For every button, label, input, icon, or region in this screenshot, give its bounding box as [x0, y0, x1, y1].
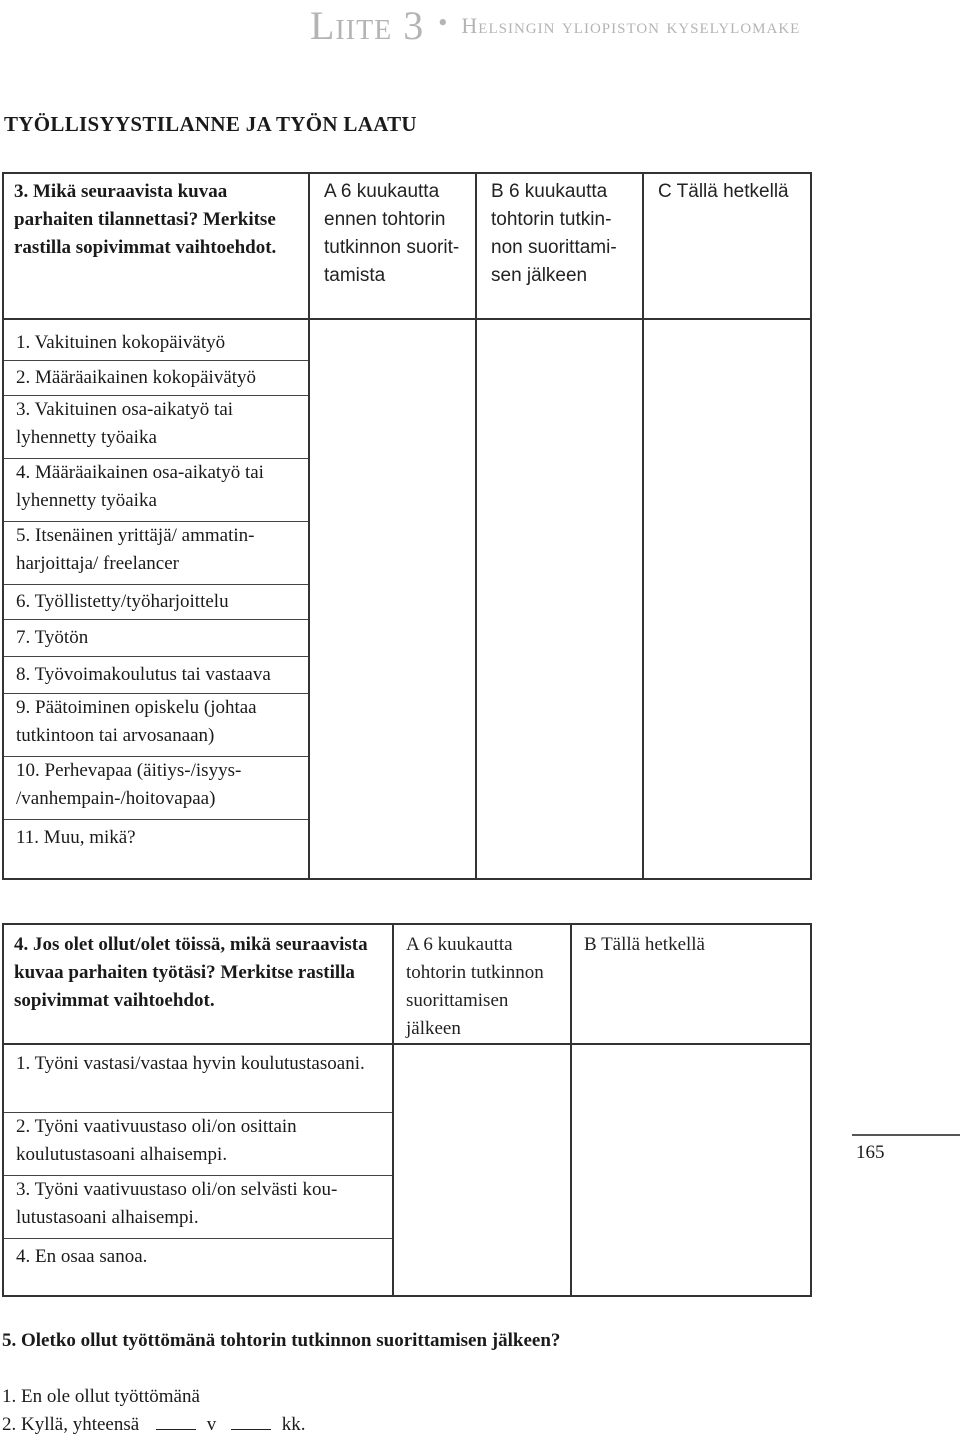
q4-answer-column-b[interactable] — [571, 1044, 811, 1296]
q4-options-cell — [3, 1044, 393, 1296]
q3-option-3: 3. Vakituinen osa-aikatyö tai lyhennetty työaika — [4, 396, 308, 459]
q3-column-b-header — [476, 173, 643, 319]
q3-option-10: 10. Perhevapaa (äitiys-/isyys- /vanhempain-/hoitovapaa) — [4, 757, 308, 820]
page-number: 165 — [856, 1142, 885, 1163]
q4-column-b-header — [571, 924, 811, 1044]
q3-question-cell — [3, 173, 309, 319]
q3-option-4: 4. Määräaikainen osa-aikatyö tai lyhennetty työaika — [4, 459, 308, 522]
q5-option-2-suffix: kk. — [281, 1414, 306, 1435]
q3-column-a-header — [309, 173, 476, 319]
q3-question: 3. Mikä seuraavista kuvaa parhaiten tilannettasi? Merkitse rastilla sopivimmat vaihtoehdot. — [14, 181, 277, 258]
q3-answer-column-a[interactable] — [309, 319, 476, 879]
header-subtitle: Helsingin yliopiston kyselylomake — [461, 13, 801, 38]
section-title: TYÖLLISYYSTILANNE JA TYÖN LAATU — [4, 112, 417, 136]
q5-months-blank[interactable] — [231, 1428, 271, 1430]
q5-option-2 — [2, 1414, 305, 1436]
q3-column-a-label: A 6 kuukautta ennen tohtorin tutkinnon suorittamista — [324, 181, 460, 286]
q4-question-cell — [3, 924, 393, 1044]
q4-answer-column-a[interactable] — [393, 1044, 571, 1296]
q3-answer-column-c[interactable] — [643, 319, 811, 879]
q3-option-2: 2. Määräaikainen kokopäivätyö — [4, 361, 308, 396]
q3-option-6: 6. Työllistetty/työharjoittelu — [4, 585, 308, 620]
q4-option-3: 3. Työni vaativuustaso oli/on selvästi koulutustasoani alhaisempi. — [4, 1176, 392, 1239]
q3-option-11: 11. Muu, mikä? — [16, 827, 136, 848]
q4-option-4: 4. En osaa sanoa. — [16, 1246, 148, 1267]
q3-answer-column-b[interactable] — [476, 319, 643, 879]
q3-table — [2, 172, 812, 880]
appendix-label: Liite 3 — [310, 3, 425, 48]
q4-column-b-label: B Tällä hetkellä — [584, 934, 705, 955]
q4-table — [2, 923, 812, 1297]
q3-option-5: 5. Itsenäinen yrittäjä/ ammatinharjoittaja/ freelancer — [4, 522, 308, 585]
q3-option-7: 7. Työtön — [4, 620, 308, 657]
q4-column-a-label: A 6 kuukautta tohtorin tutkinnon suorittamisen jälkeen — [406, 934, 544, 1039]
q4-column-a-header — [393, 924, 571, 1044]
q3-option-9: 9. Päätoiminen opiskelu (johtaa tutkintoon tai arvosanaan) — [4, 694, 308, 757]
q3-column-b-label: B 6 kuukautta tohtorin tutkinnon suorittamisen jälkeen — [491, 181, 617, 286]
q3-column-c-header — [643, 173, 811, 319]
q5-option-1: 1. En ole ollut työttömänä — [2, 1386, 200, 1407]
q4-option-1: 1. Työni vastasi/vastaa hyvin koulutustasoani. — [4, 1050, 392, 1113]
q3-option-1: 1. Vakituinen kokopäivätyö — [4, 326, 308, 361]
q5-question: 5. Oletko ollut työttömänä tohtorin tutkinnon suorittamisen jälkeen? — [2, 1330, 561, 1351]
page-number-rule — [852, 1134, 960, 1136]
header-separator: • — [438, 8, 448, 37]
q5-option-2-mid: v — [206, 1414, 217, 1435]
q3-column-c-label: C Tällä hetkellä — [658, 181, 789, 202]
q5-years-blank[interactable] — [156, 1428, 196, 1430]
q4-question: 4. Jos olet ollut/olet töissä, mikä seuraavista kuvaa parhaiten työtäsi? Merkitse rastilla sopivimmat vaihtoehdot. — [14, 934, 368, 1011]
q4-option-2: 2. Työni vaativuustaso oli/on osittain koulutustasoani alhaisempi. — [4, 1113, 392, 1176]
q3-option-8: 8. Työvoimakoulutus tai vastaava — [4, 657, 308, 694]
q5-option-2-prefix: 2. Kyllä, yhteensä — [2, 1414, 140, 1435]
q3-options-cell — [3, 319, 309, 879]
running-header — [310, 2, 950, 48]
